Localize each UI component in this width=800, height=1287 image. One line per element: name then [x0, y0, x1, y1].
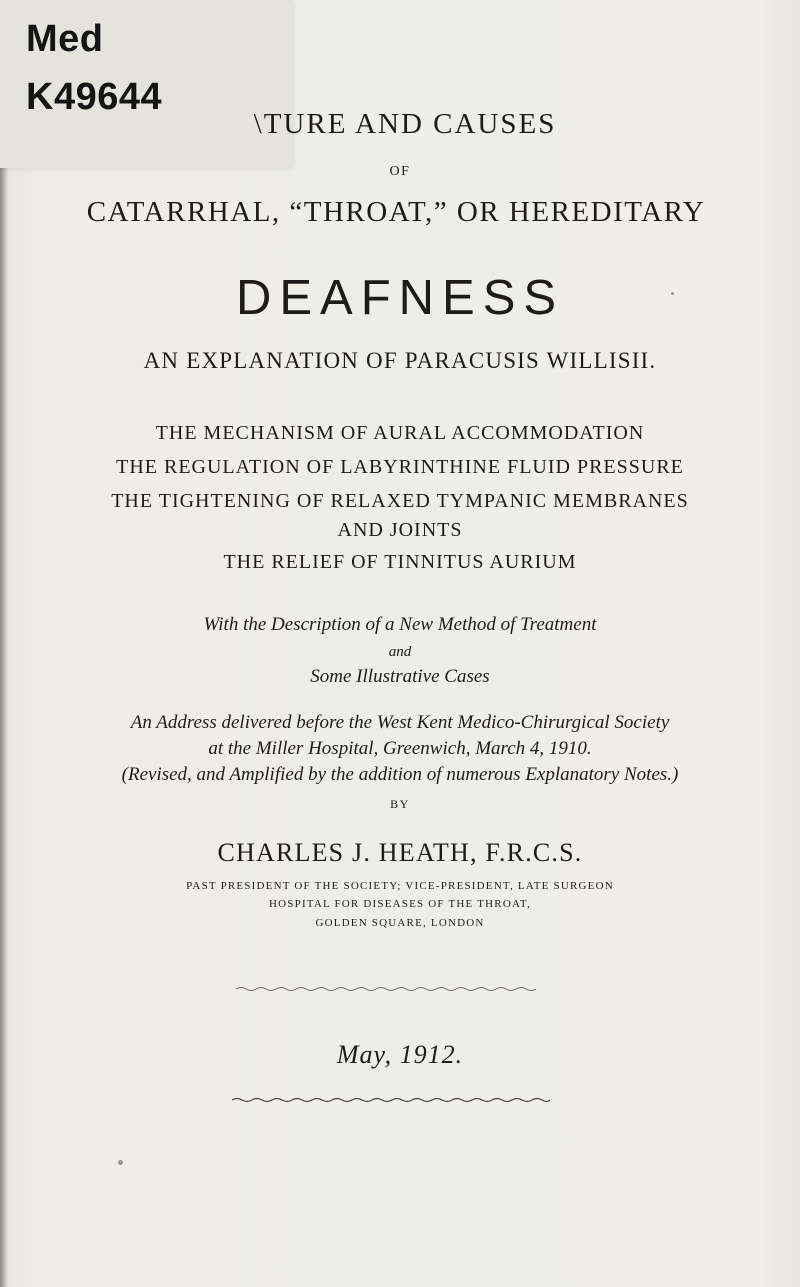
author-credentials-line-1: PAST PRESIDENT OF THE SOCIETY; VICE-PRESIDENT, LATE SURGEON — [186, 880, 614, 892]
description-line-3: Some Illustrative Cases — [310, 666, 490, 687]
address-line-2: at the Miller Hospital, Greenwich, March 4, 1910. — [208, 738, 592, 759]
subtitle-line: THE TIGHTENING OF RELAXED TYMPANIC MEMBRANES — [111, 490, 689, 512]
author-name: CHARLES J. HEATH, F.R.C.S. — [217, 838, 583, 867]
decorative-rule-top — [236, 986, 536, 992]
subtitle-line: AND JOINTS — [337, 519, 463, 541]
subtitle-line: THE MECHANISM OF AURAL ACCOMMODATION — [155, 422, 645, 444]
description-line-1: With the Description of a New Method of Treatment — [203, 614, 597, 635]
address-line-1: An Address delivered before the West Kent Medico-Chirurgical Society — [130, 712, 670, 733]
address-line-3: (Revised, and Amplified by the addition of numerous Explanatory Notes.) — [121, 764, 679, 785]
library-label-shelfmark: K49644 — [26, 76, 163, 118]
main-title-deafness: DEAFNESS — [235, 271, 565, 325]
author-credentials-line-3: GOLDEN SQUARE, LONDON — [315, 917, 485, 929]
library-label — [0, 0, 292, 168]
subtitle-line: THE REGULATION OF LABYRINTHINE FLUID PRESSURE — [116, 456, 684, 478]
author-credentials-line-2: HOSPITAL FOR DISEASES OF THE THROAT, — [269, 898, 531, 910]
paper-speck — [671, 292, 674, 295]
description-line-2: and — [388, 644, 412, 660]
publication-date: May, 1912. — [336, 1040, 464, 1069]
title-of: OF — [389, 164, 411, 179]
subtitle-line: THE RELIEF OF TINNITUS AURIUM — [223, 551, 577, 573]
title-line-2: CATARRHAL, “THROAT,” OR HEREDITARY — [86, 196, 706, 228]
by-label: BY — [390, 797, 410, 811]
decorative-rule-bottom — [232, 1097, 550, 1103]
explanation-title: AN EXPLANATION OF PARACUSIS WILLISII. — [143, 348, 657, 373]
title-line-1: \TURE AND CAUSES — [253, 108, 557, 140]
paper-speck — [118, 1160, 123, 1165]
library-label-collection: Med — [26, 18, 104, 60]
